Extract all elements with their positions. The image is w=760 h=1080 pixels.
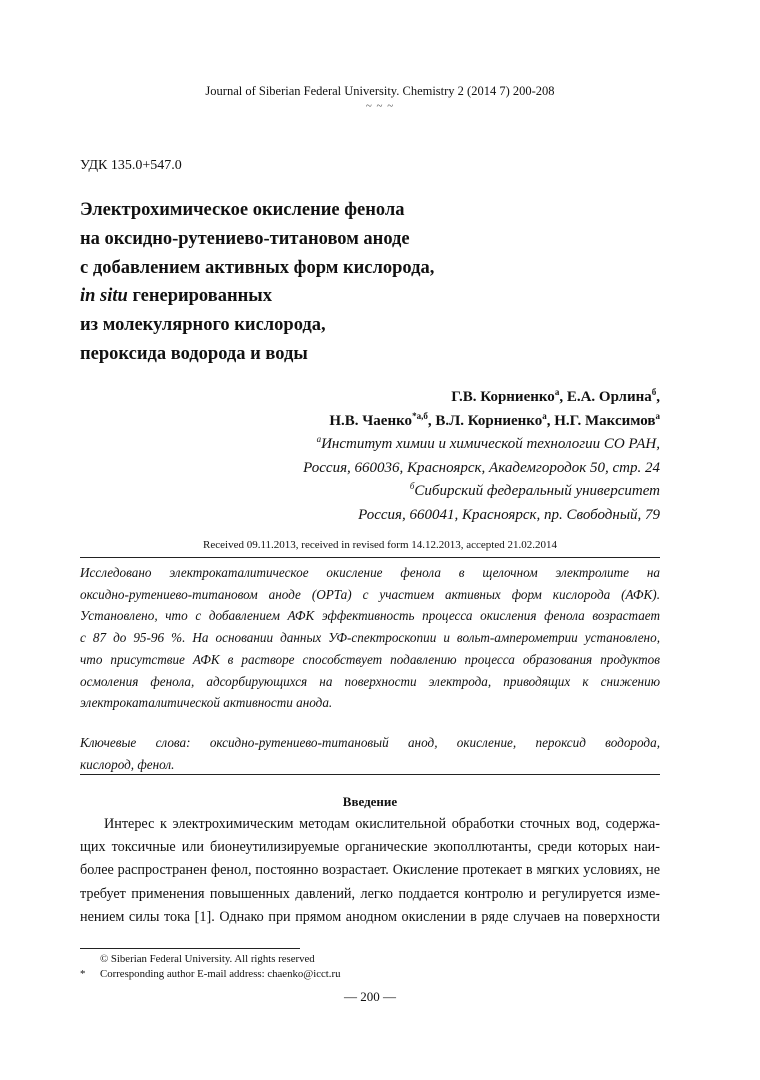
- body-line: более распространен фенол, постоянно возрастает. Окисление протекает в мягких условиях, не: [80, 862, 660, 879]
- header-separator: ~ ~ ~: [365, 100, 395, 112]
- author-name: Г.В. Корниенко: [451, 389, 555, 405]
- body-line: нением силы тока [1]. Однако при прямом анодном окислении в ряде случаев на поверхности: [80, 908, 660, 925]
- page-number: ― 200 ―: [344, 989, 396, 1004]
- author-separator: ,: [656, 389, 660, 405]
- affiliation-1: [303, 433, 660, 457]
- footnote-mark: *: [80, 968, 86, 980]
- keywords: [80, 732, 660, 775]
- udk-code: УДК 135.0+547.0: [80, 158, 182, 173]
- author-affiliation-mark: *а,б: [412, 410, 428, 421]
- author-affiliation-mark: а: [554, 387, 560, 397]
- footnote-text: © Siberian Federal University. All rights reserved: [100, 953, 315, 965]
- abstract-line: Установлено, что с добавлением АФК эффективность процесса окисления фенола возрастает: [80, 608, 660, 624]
- title-line: Электрохимическое окисление фенола: [80, 200, 405, 220]
- author-name: Н.В. Чаенко: [329, 412, 413, 429]
- author-name: , Н.Г. Максимов: [546, 412, 656, 429]
- affiliation-2: [303, 480, 660, 504]
- title-line: пероксида водорода и воды: [80, 343, 308, 364]
- abstract-line: осмоления фенола, адсорбирующихся на поверхности электрода, приводящих к снижению: [80, 673, 660, 689]
- body-line: Интерес к электрохимическим методам окислительной обработки сточных вод, содержа-: [104, 816, 660, 832]
- abstract: [80, 562, 660, 714]
- abstract-line: оксидно-рутениево-титановом аноде (ОРТа) с участием активных форм кислорода (АФК).: [80, 586, 660, 602]
- title-line: на оксидно-рутениево-титановом аноде: [80, 228, 410, 249]
- author-name: , Е.А. Орлина: [559, 389, 652, 405]
- author-affiliation-mark: а: [655, 410, 660, 421]
- affiliation-2-address: Россия, 660041, Красноярск, пр. Свободный, 79: [358, 506, 660, 523]
- author-affiliation-mark: б: [651, 387, 657, 397]
- keywords-line: Ключевые слова: оксидно-рутениево-титановый анод, окисление, пероксид водорода,: [80, 735, 660, 750]
- affiliation-mark: а: [316, 434, 322, 444]
- paper-title: [80, 196, 640, 369]
- title-line: с добавлением активных форм кислорода,: [80, 257, 435, 278]
- footnotes: [80, 952, 341, 982]
- affiliation-text: Сибирский федеральный университет: [414, 483, 660, 499]
- abstract-line: с 87 до 95-96 %. На основании данных УФ-спектроскопии и вольт-амперометрии установлено,: [80, 630, 660, 646]
- abstract-bottom-rule: [80, 774, 660, 775]
- abstract-line: электрокаталитической активности анода.: [80, 695, 333, 711]
- title-line-rest: генерированных: [127, 286, 272, 307]
- affiliation-1-address: Россия, 660036, Красноярск, Академгородок 50, стр. 24: [303, 459, 660, 476]
- title-line: [80, 282, 640, 311]
- author-name: , В.Л. Корниенко: [427, 412, 543, 429]
- authors-block: [303, 386, 660, 527]
- footnote-mark: [80, 952, 100, 967]
- received-dates: Received 09.11.2013, received in revised form 14.12.2013, accepted 21.02.2014: [203, 539, 557, 551]
- keywords-line: кислород, фенол.: [80, 756, 175, 772]
- authors-line-2: [303, 410, 660, 434]
- affiliation-text: Институт химии и химической технологии СО РАН,: [321, 436, 660, 452]
- authors-line-1: [303, 386, 660, 410]
- abstract-line: что присутствие АФК в растворе способствует подавлению процесса образования продуктов: [80, 651, 660, 667]
- footnote-text: Corresponding author E-mail address: chaenko@icct.ru: [100, 968, 341, 980]
- abstract-line: Исследовано электрокаталитическое окисление фенола в щелочном электролите на: [80, 565, 660, 580]
- section-heading: Введение: [342, 794, 398, 809]
- body-line: требует применения повышенных давлений, легко поддается контролю и регулируется изме-: [80, 885, 660, 902]
- journal-header: Journal of Siberian Federal University. Chemistry 2 (2014 7) 200-208: [205, 84, 555, 98]
- footnote-copyright: [80, 952, 341, 967]
- footnote-rule: [80, 948, 300, 949]
- body-text: [80, 813, 660, 929]
- author-affiliation-mark: а: [542, 410, 547, 421]
- title-line: из молекулярного кислорода,: [80, 315, 326, 336]
- title-italic: in situ: [80, 286, 128, 307]
- footnote-corresponding: [80, 967, 341, 982]
- body-line: щих токсичные или бионеутилизируемые органические экополлютанты, среди которых наи-: [80, 839, 660, 856]
- abstract-top-rule: [80, 557, 660, 558]
- affiliation-mark: б: [409, 481, 415, 491]
